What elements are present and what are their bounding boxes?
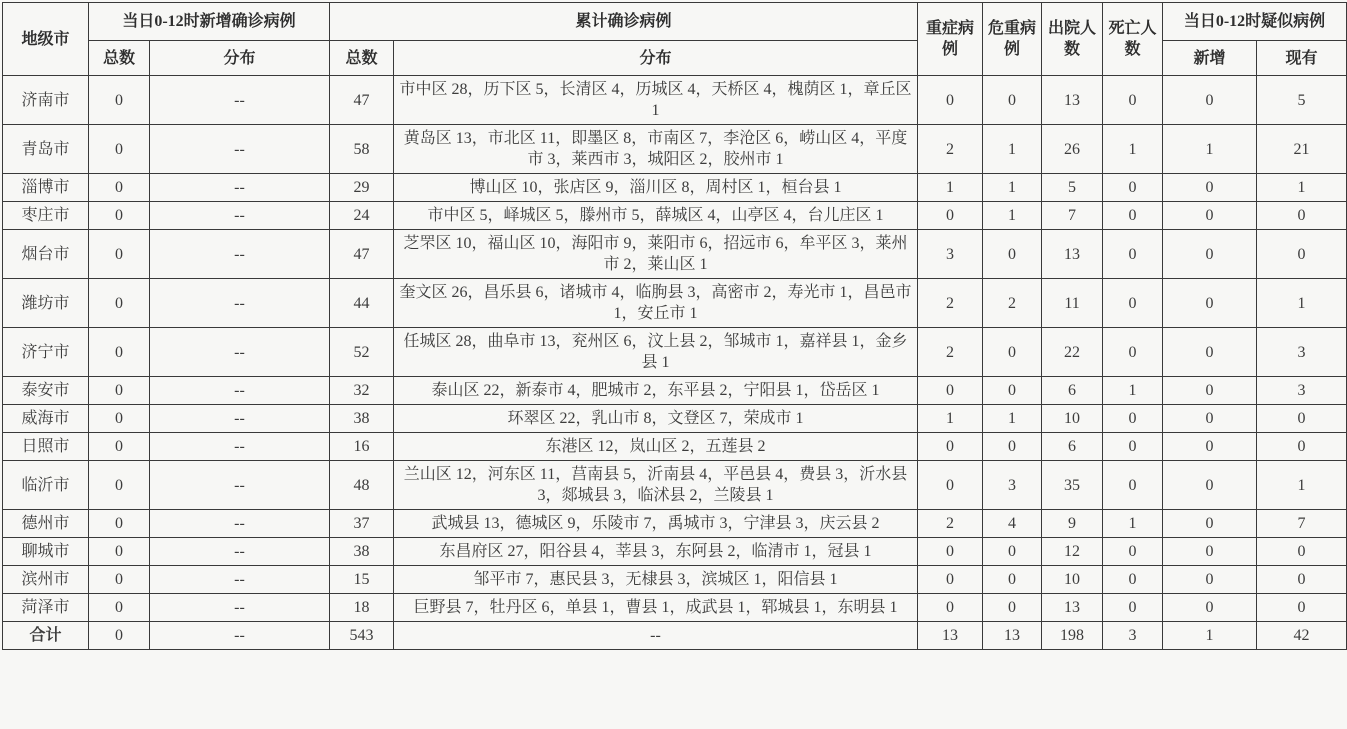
cell-cum-total: 38	[330, 538, 394, 566]
cell-cum-total: 15	[330, 566, 394, 594]
cell-susp-new: 0	[1163, 328, 1257, 377]
cell-susp-existing: 42	[1257, 622, 1347, 650]
cell-deaths: 0	[1103, 202, 1163, 230]
header-discharged: 出院人数	[1042, 3, 1103, 76]
cell-susp-new: 0	[1163, 230, 1257, 279]
header-suspected-existing: 现有	[1257, 41, 1347, 76]
cell-deaths: 1	[1103, 510, 1163, 538]
cell-susp-new: 0	[1163, 461, 1257, 510]
table-row	[3, 594, 1347, 622]
cell-discharged: 9	[1042, 510, 1103, 538]
table-row	[3, 328, 1347, 377]
cell-new-total: 0	[89, 377, 150, 405]
cell-cum-dist: 东昌府区 27，阳谷县 4，莘县 3，东阿县 2，临清市 1，冠县 1	[394, 538, 918, 566]
cell-city: 滨州市	[3, 566, 89, 594]
cell-new-total: 0	[89, 433, 150, 461]
cell-severe: 0	[918, 433, 983, 461]
cell-cum-total: 52	[330, 328, 394, 377]
cell-susp-existing: 7	[1257, 510, 1347, 538]
cell-cum-dist: 黄岛区 13，市北区 11，即墨区 8，市南区 7，李沧区 6，崂山区 4，平度市 3，莱西市 3，城阳区 2，胶州市 1	[394, 125, 918, 174]
cell-city: 合计	[3, 622, 89, 650]
cell-new-dist: --	[150, 377, 330, 405]
cell-discharged: 5	[1042, 174, 1103, 202]
cell-cum-total: 47	[330, 230, 394, 279]
cell-new-total: 0	[89, 279, 150, 328]
cell-susp-existing: 3	[1257, 377, 1347, 405]
cell-cum-dist: 巨野县 7，牡丹区 6，单县 1，曹县 1，成武县 1，郓城县 1，东明县 1	[394, 594, 918, 622]
cell-susp-new: 0	[1163, 594, 1257, 622]
cell-susp-existing: 1	[1257, 461, 1347, 510]
table-row	[3, 76, 1347, 125]
cell-susp-existing: 0	[1257, 230, 1347, 279]
cell-discharged: 13	[1042, 230, 1103, 279]
cell-cum-total: 29	[330, 174, 394, 202]
cell-susp-new: 0	[1163, 538, 1257, 566]
cell-new-dist: --	[150, 125, 330, 174]
cell-discharged: 10	[1042, 566, 1103, 594]
cell-deaths: 0	[1103, 594, 1163, 622]
cell-cum-dist: 兰山区 12，河东区 11，莒南县 5，沂南县 4，平邑县 4，费县 3，沂水县 3，郯城县 3，临沭县 2，兰陵县 1	[394, 461, 918, 510]
cell-susp-new: 1	[1163, 125, 1257, 174]
table-row	[3, 230, 1347, 279]
cell-severe: 0	[918, 594, 983, 622]
cell-critical: 1	[983, 405, 1042, 433]
cell-city: 淄博市	[3, 174, 89, 202]
total-row	[3, 622, 1347, 650]
cell-city: 临沂市	[3, 461, 89, 510]
cell-city: 济南市	[3, 76, 89, 125]
cell-new-total: 0	[89, 566, 150, 594]
cell-severe: 3	[918, 230, 983, 279]
cell-critical: 4	[983, 510, 1042, 538]
cell-critical: 0	[983, 538, 1042, 566]
cell-new-total: 0	[89, 510, 150, 538]
header-new-total: 总数	[89, 41, 150, 76]
cell-deaths: 1	[1103, 377, 1163, 405]
cell-susp-existing: 21	[1257, 125, 1347, 174]
cell-susp-new: 0	[1163, 279, 1257, 328]
cell-susp-new: 0	[1163, 76, 1257, 125]
cell-critical: 0	[983, 76, 1042, 125]
cell-cum-dist: 邹平市 7，惠民县 3，无棣县 3，滨城区 1，阳信县 1	[394, 566, 918, 594]
header-cum-dist: 分布	[394, 41, 918, 76]
table-row	[3, 405, 1347, 433]
cell-new-total: 0	[89, 538, 150, 566]
table-header	[3, 3, 1347, 76]
cell-cum-dist: 市中区 28，历下区 5，长清区 4，历城区 4，天桥区 4，槐荫区 1，章丘区 1	[394, 76, 918, 125]
cell-new-total: 0	[89, 174, 150, 202]
cell-severe: 2	[918, 279, 983, 328]
table-body	[3, 76, 1347, 650]
cell-severe: 0	[918, 461, 983, 510]
cell-city: 日照市	[3, 433, 89, 461]
table-row	[3, 279, 1347, 328]
cell-city: 烟台市	[3, 230, 89, 279]
cell-city: 枣庄市	[3, 202, 89, 230]
cell-deaths: 0	[1103, 566, 1163, 594]
header-city: 地级市	[3, 3, 89, 76]
header-new-dist: 分布	[150, 41, 330, 76]
cell-severe: 1	[918, 174, 983, 202]
table-row	[3, 377, 1347, 405]
cell-critical: 1	[983, 125, 1042, 174]
cell-critical: 13	[983, 622, 1042, 650]
cell-cum-dist: 泰山区 22，新泰市 4，肥城市 2，东平县 2，宁阳县 1，岱岳区 1	[394, 377, 918, 405]
cell-new-dist: --	[150, 76, 330, 125]
cell-susp-existing: 1	[1257, 279, 1347, 328]
cell-cum-dist: --	[394, 622, 918, 650]
cell-deaths: 0	[1103, 174, 1163, 202]
cell-susp-existing: 1	[1257, 174, 1347, 202]
cell-susp-new: 0	[1163, 174, 1257, 202]
cell-susp-new: 0	[1163, 377, 1257, 405]
cell-cum-total: 543	[330, 622, 394, 650]
cell-cum-dist: 任城区 28，曲阜市 13，兖州区 6，汶上县 2，邹城市 1，嘉祥县 1，金乡县 1	[394, 328, 918, 377]
cell-critical: 0	[983, 566, 1042, 594]
cell-city: 青岛市	[3, 125, 89, 174]
cell-susp-existing: 0	[1257, 405, 1347, 433]
cell-critical: 0	[983, 433, 1042, 461]
cell-susp-existing: 3	[1257, 328, 1347, 377]
cell-severe: 0	[918, 538, 983, 566]
cell-city: 潍坊市	[3, 279, 89, 328]
header-group-row	[3, 3, 1347, 41]
cell-susp-new: 0	[1163, 510, 1257, 538]
cell-susp-existing: 0	[1257, 566, 1347, 594]
cell-cum-dist: 博山区 10，张店区 9，淄川区 8，周村区 1，桓台县 1	[394, 174, 918, 202]
cell-critical: 0	[983, 230, 1042, 279]
cell-deaths: 3	[1103, 622, 1163, 650]
cell-critical: 1	[983, 202, 1042, 230]
cell-deaths: 0	[1103, 405, 1163, 433]
cell-cum-total: 16	[330, 433, 394, 461]
cell-new-dist: --	[150, 202, 330, 230]
cell-susp-new: 0	[1163, 433, 1257, 461]
cell-susp-existing: 0	[1257, 202, 1347, 230]
header-cumulative-group: 累计确诊病例	[330, 3, 918, 41]
cell-new-dist: --	[150, 279, 330, 328]
cell-cum-total: 24	[330, 202, 394, 230]
cell-deaths: 0	[1103, 279, 1163, 328]
cell-cum-dist: 奎文区 26，昌乐县 6，诸城市 4，临朐县 3，高密市 2，寿光市 1，昌邑市 1，安丘市 1	[394, 279, 918, 328]
cell-susp-existing: 0	[1257, 433, 1347, 461]
cell-cum-total: 58	[330, 125, 394, 174]
cell-discharged: 198	[1042, 622, 1103, 650]
cell-deaths: 0	[1103, 76, 1163, 125]
cell-new-total: 0	[89, 461, 150, 510]
cell-discharged: 13	[1042, 594, 1103, 622]
cell-new-dist: --	[150, 328, 330, 377]
cell-city: 济宁市	[3, 328, 89, 377]
cell-discharged: 10	[1042, 405, 1103, 433]
header-cum-total: 总数	[330, 41, 394, 76]
header-deaths: 死亡人数	[1103, 3, 1163, 76]
cell-new-dist: --	[150, 461, 330, 510]
cell-city: 菏泽市	[3, 594, 89, 622]
cell-discharged: 26	[1042, 125, 1103, 174]
cell-discharged: 22	[1042, 328, 1103, 377]
table-row	[3, 174, 1347, 202]
cell-cum-total: 48	[330, 461, 394, 510]
cell-susp-new: 1	[1163, 622, 1257, 650]
cell-discharged: 11	[1042, 279, 1103, 328]
cell-severe: 0	[918, 377, 983, 405]
cell-new-total: 0	[89, 622, 150, 650]
cell-cum-dist: 芝罘区 10，福山区 10，海阳市 9，莱阳市 6，招远市 6，牟平区 3，莱州市 2，莱山区 1	[394, 230, 918, 279]
cell-deaths: 0	[1103, 230, 1163, 279]
cell-discharged: 35	[1042, 461, 1103, 510]
cell-critical: 0	[983, 594, 1042, 622]
cell-new-dist: --	[150, 510, 330, 538]
cell-new-total: 0	[89, 594, 150, 622]
cell-new-total: 0	[89, 328, 150, 377]
cell-deaths: 0	[1103, 461, 1163, 510]
cell-critical: 0	[983, 328, 1042, 377]
cell-new-total: 0	[89, 202, 150, 230]
cell-severe: 13	[918, 622, 983, 650]
cell-discharged: 12	[1042, 538, 1103, 566]
cell-critical: 1	[983, 174, 1042, 202]
cell-critical: 0	[983, 377, 1042, 405]
cell-cum-dist: 武城县 13，德城区 9，乐陵市 7，禹城市 3，宁津县 3，庆云县 2	[394, 510, 918, 538]
cell-new-dist: --	[150, 230, 330, 279]
cell-discharged: 13	[1042, 76, 1103, 125]
cell-new-dist: --	[150, 433, 330, 461]
cell-severe: 2	[918, 125, 983, 174]
header-severe: 重症病例	[918, 3, 983, 76]
table-row	[3, 125, 1347, 174]
cell-critical: 3	[983, 461, 1042, 510]
cell-critical: 2	[983, 279, 1042, 328]
cell-susp-new: 0	[1163, 405, 1257, 433]
cell-severe: 1	[918, 405, 983, 433]
cell-new-dist: --	[150, 538, 330, 566]
cell-susp-existing: 0	[1257, 594, 1347, 622]
header-suspected-new: 新增	[1163, 41, 1257, 76]
cell-city: 聊城市	[3, 538, 89, 566]
table-row	[3, 510, 1347, 538]
cell-severe: 2	[918, 510, 983, 538]
cell-new-dist: --	[150, 622, 330, 650]
table-row	[3, 566, 1347, 594]
cell-severe: 0	[918, 76, 983, 125]
cell-susp-existing: 0	[1257, 538, 1347, 566]
cell-city: 威海市	[3, 405, 89, 433]
cell-cum-total: 47	[330, 76, 394, 125]
cell-discharged: 6	[1042, 377, 1103, 405]
cell-severe: 0	[918, 566, 983, 594]
table-row	[3, 461, 1347, 510]
header-critical: 危重病例	[983, 3, 1042, 76]
table-row	[3, 202, 1347, 230]
cell-deaths: 0	[1103, 328, 1163, 377]
cell-new-total: 0	[89, 230, 150, 279]
cell-cum-total: 38	[330, 405, 394, 433]
cell-deaths: 0	[1103, 538, 1163, 566]
cell-new-dist: --	[150, 405, 330, 433]
cell-cum-dist: 东港区 12，岚山区 2，五莲县 2	[394, 433, 918, 461]
cell-cum-dist: 环翠区 22，乳山市 8，文登区 7，荣成市 1	[394, 405, 918, 433]
cell-discharged: 7	[1042, 202, 1103, 230]
cell-cum-total: 32	[330, 377, 394, 405]
cell-susp-existing: 5	[1257, 76, 1347, 125]
cell-new-total: 0	[89, 76, 150, 125]
cell-cum-total: 44	[330, 279, 394, 328]
cell-new-dist: --	[150, 566, 330, 594]
cell-new-total: 0	[89, 405, 150, 433]
cell-new-dist: --	[150, 174, 330, 202]
header-suspected-group: 当日0-12时疑似病例	[1163, 3, 1347, 41]
cell-deaths: 1	[1103, 125, 1163, 174]
cell-deaths: 0	[1103, 433, 1163, 461]
cell-discharged: 6	[1042, 433, 1103, 461]
cell-new-total: 0	[89, 125, 150, 174]
cell-susp-new: 0	[1163, 566, 1257, 594]
cell-severe: 0	[918, 202, 983, 230]
epidemic-stats-table	[2, 2, 1347, 650]
cell-cum-total: 37	[330, 510, 394, 538]
table-row	[3, 433, 1347, 461]
table-row	[3, 538, 1347, 566]
cell-susp-new: 0	[1163, 202, 1257, 230]
cell-cum-dist: 市中区 5，峄城区 5，滕州市 5，薛城区 4，山亭区 4，台儿庄区 1	[394, 202, 918, 230]
cell-city: 德州市	[3, 510, 89, 538]
cell-city: 泰安市	[3, 377, 89, 405]
cell-new-dist: --	[150, 594, 330, 622]
header-new-cases-group: 当日0-12时新增确诊病例	[89, 3, 330, 41]
cell-cum-total: 18	[330, 594, 394, 622]
cell-severe: 2	[918, 328, 983, 377]
